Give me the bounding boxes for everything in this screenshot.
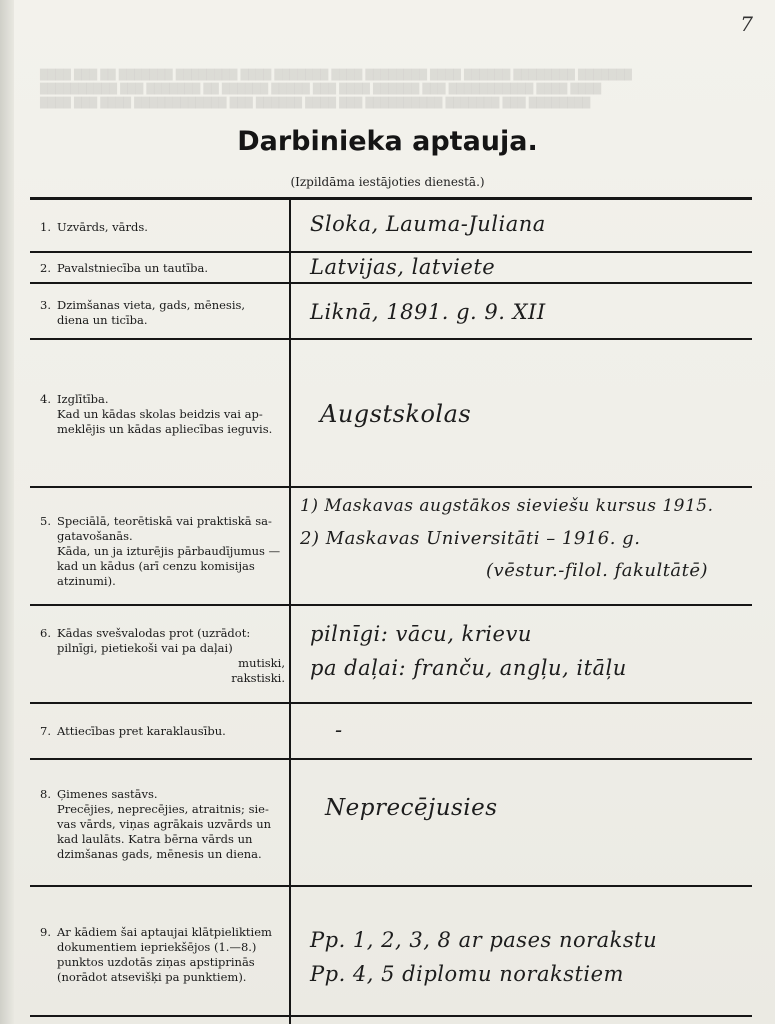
answer-5-line-1: 1) Maskavas augstākos sieviešu kursus 1915. (300, 496, 714, 516)
question-2: 2. Pavalstniecība un tautība. (40, 261, 209, 275)
question-6: 6. Kādas svešvalodas prot (uzrādot: pilnīgi, pietiekoši vai pa daļai) mutiski, rakstiski. (40, 626, 285, 685)
row-divider (30, 338, 752, 340)
form-title: Darbinieka aptauja. (237, 126, 538, 157)
answer-1: Sloka, Lauma-Juliana (310, 212, 546, 236)
row-divider (30, 758, 752, 760)
question-5: 5. Speciālā, teorētiskā vai praktiskā sa- gatavošanās. Kāda, un ja izturējis pārbaudījumus — kad un kādus (arī cenzu komisijas atzinumi). (40, 514, 281, 588)
answer-8: Neprecējusies (325, 795, 498, 821)
answer-4: Augstskolas (320, 400, 472, 428)
row-divider (30, 702, 752, 704)
question-8: 8. Ģimenes sastāvs. Precējies, neprecējies, atraitnis; sie- vas vārds, viņas agrākais uzvārds un kad laulāts. Katra bērna vārds un dzimšanas gads, mēnesis un diena. (40, 787, 272, 861)
row-divider (30, 1015, 752, 1017)
question-4: 4. Izglītība. Kad un kādas skolas beidzis vai ap- meklējis un kādas apliecības ieguvis. (40, 392, 273, 436)
question-1: 1. Uzvārds, vārds. (40, 220, 148, 234)
answer-5-line-3: (vēstur.-filol. fakultātē) (486, 560, 709, 581)
answer-7: - (335, 718, 343, 742)
question-9: 9. Ar kādiem šai aptaujai klātpieliktiem dokumentiem iepriekšējos (1.—8.) punktos uzdotās ziņas apstiprinās (norādot atsevišķi pa punktiem). (40, 925, 272, 984)
answer-5-line-2: 2) Maskavas Universitāti – 1916. g. (300, 528, 641, 549)
row-divider (30, 486, 752, 488)
question-7: 7. Attiecības pret karaklausību. (40, 724, 226, 738)
answer-2: Latvijas, latviete (310, 255, 496, 279)
form-subtitle: (Izpildāma iestājoties dienestā.) (290, 175, 485, 189)
answer-6-line-1: pilnīgi: vācu, krievu (310, 622, 532, 646)
answer-9-line-2: Pp. 4, 5 diplomu norakstiem (310, 962, 624, 986)
page-number: 7 (740, 12, 753, 36)
answer-9-line-1: Pp. 1, 2, 3, 8 ar pases norakstu (310, 928, 658, 952)
row-divider (30, 885, 752, 887)
answer-3: Liknā, 1891. g. 9. XII (310, 300, 546, 324)
answer-6-line-2: pa daļai: franču, angļu, itāļu (310, 656, 627, 680)
form-page: ████ ███ ██ ███████ ████████ ████ ███████ ████ ████████ ████ ██████ ████████ ███████ ██████████ ███ ███████ ██ ██████ █████ ███ ████ ██████ ███ ███████████ ████ ████ ████ ███ ████ ████████████ ███ ██████ ████ ███ ██████████ ███████ ███ ████████ 7 Darbinieka aptauja. (Izpildāma iestājoties dienestā.) 1. Uzvārds, vārds. 2. Pavalstniecība un tautība. 3. Dzimšanas vieta, gads, mēnesis, diena un ticība. 4. Izglītība. Kad un kādas skolas beidzis vai ap- meklējis un kādas apliecības ieguvis. 5. Speciālā, teorētiskā vai praktiskā sa- gatavošanās. Kāda, un ja izturējis pārbaudījumus — kad un kādus (arī cenzu komisijas atzinumi). 6. Kādas svešvalodas prot (uzrādot: pilnīgi, pietiekoši vai pa daļai) mutiski, rakstiski. 7. Attiecības pret karaklausību. 8. Ģimenes sastāvs. Precējies, neprecējies, atraitnis; sie- vas vārds, viņas agrākais uzvārds un kad laulāts. Katra bērna vārds un dzimšanas gads, mēnesis un diena. 9. Ar kādiem šai aptaujai klātpieliktiem dokumentiem iepriekšējos (1.—8.) punktos uzdotās ziņas apstiprinās (norādot atsevišķi pa punktiem). Sloka, Lauma-Juliana Latvijas, latviete Liknā, 1891. g. 9. XII Augstskolas 1) Maskavas augstākos sieviešu kursus 1915. 2) Maskavas Universitāti – 1916. g. (vēstur.-filol. fakultātē) pilnīgi: vācu, krievu pa daļai: franču, angļu, itāļu - Neprecējusies Pp. 1, 2, 3, 8 ar pases norakstu Pp. 4, 5 diplomu norakstiem (0, 0, 775, 1024)
column-divider (289, 199, 291, 1024)
row-divider (30, 251, 752, 253)
table-top-rule (30, 197, 752, 200)
row-divider (30, 282, 752, 284)
question-3: 3. Dzimšanas vieta, gads, mēnesis, diena un ticība. (40, 298, 246, 327)
row-divider (30, 604, 752, 606)
